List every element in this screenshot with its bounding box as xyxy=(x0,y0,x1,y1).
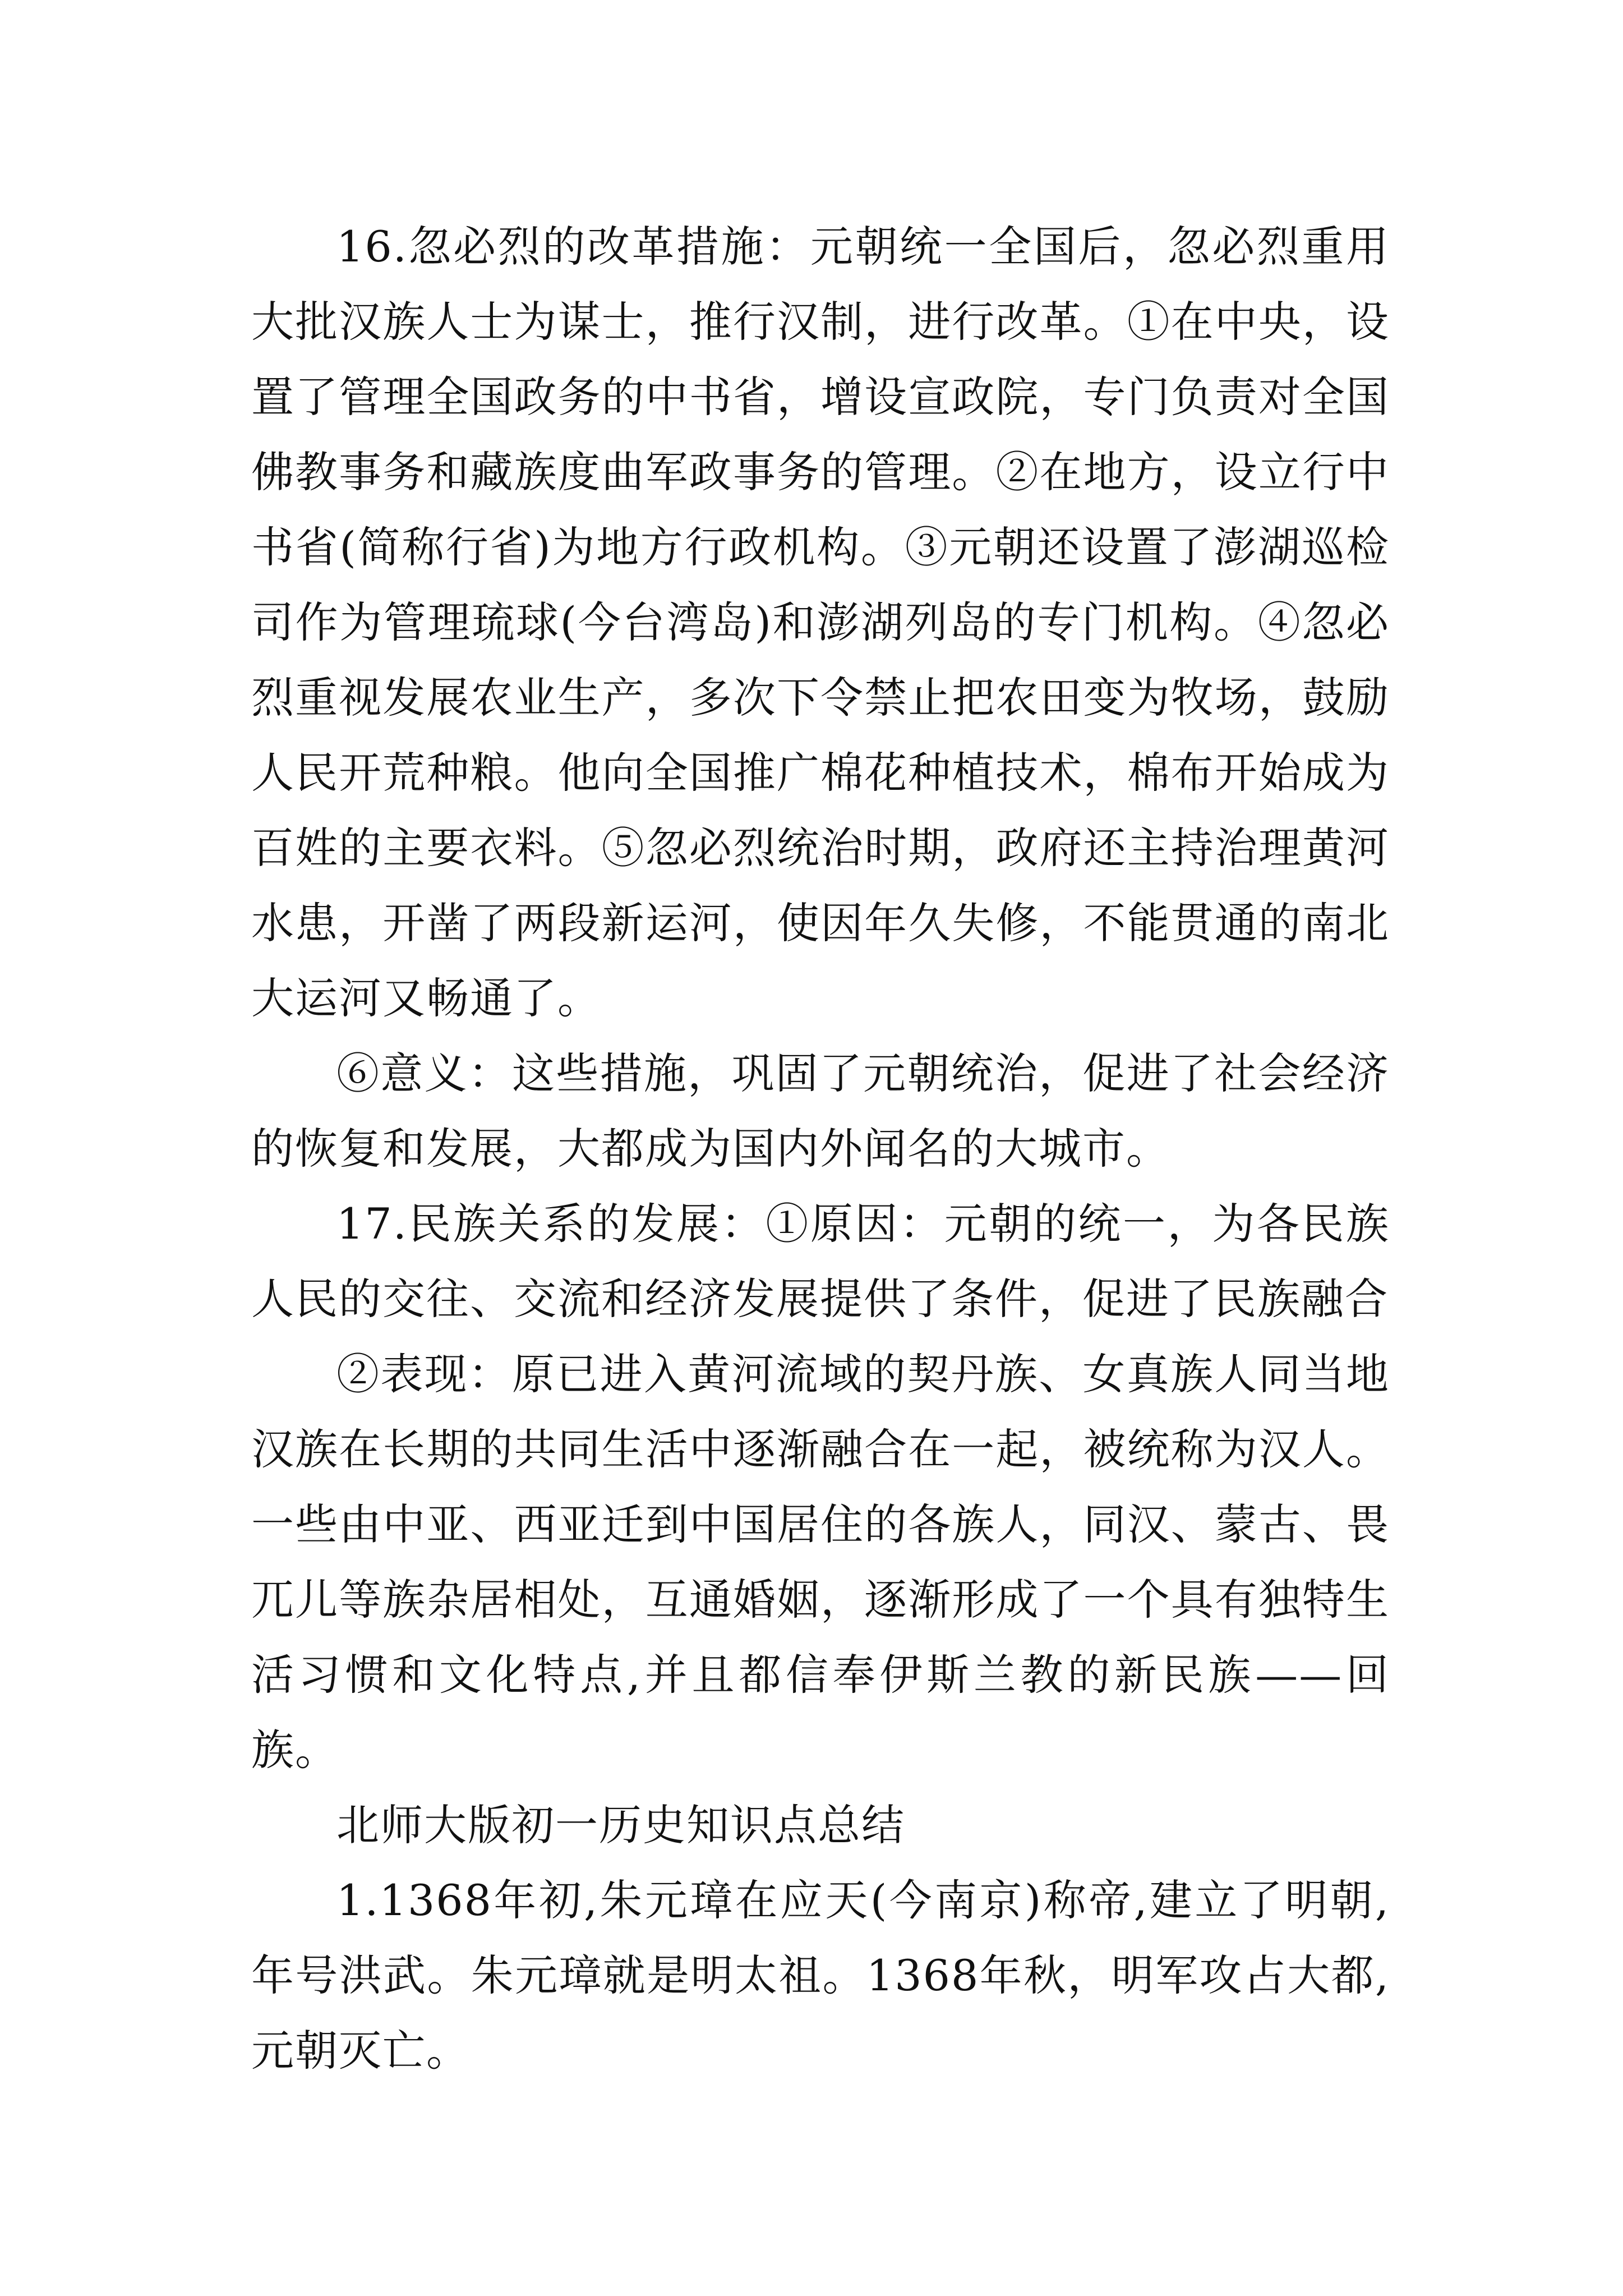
paragraph-ethnic-relations-manifestation: ②表现：原已进入黄河流域的契丹族、女真族人同当地汉族在长期的共同生活中逐渐融合在一起，被统称为汉人。一些由中亚、西亚迁到中国居住的各族人，同汉、蒙古、畏兀儿等族杂居相处，互通婚姻，逐渐形成了一个具有独特生活习惯和文化特点,并且都信奉伊斯兰教的新民族——回族。 xyxy=(251,1349,1390,1775)
paragraph-kublai-reforms: 16.忽必烈的改革措施：元朝统一全国后，忽必烈重用大批汉族人士为谋士，推行汉制，进行改革。①在中央，设置了管理全国政务的中书省，增设宣政院，专门负责对全国佛教事务和藏族度曲军政事务的管理。②在地方，设立行中书省(简称行省)为地方行政机构。③元朝还设置了澎湖巡检司作为管理琉球(今台湾岛)和澎湖列岛的专门机构。④忽必烈重视发展农业生产，多次下令禁止把农田变为牧场，鼓励人民开荒种粮。他向全国推广棉花种植技术，棉布开始成为百姓的主要衣料。⑤忽必烈统治时期，政府还主持治理黄河水患，开凿了两段新运河，使因年久失修，不能贯通的南北大运河又畅通了。 xyxy=(251,222,1390,1023)
paragraph-ming-founding: 1.1368年初,朱元璋在应天(今南京)称帝,建立了明朝,年号洪武。朱元璋就是明太祖。1368年秋，明军攻占大都,元朝灭亡。 xyxy=(251,1875,1390,2076)
section-heading: 北师大版初一历史知识点总结 xyxy=(336,1800,905,1850)
paragraph-ethnic-relations-cause: 17.民族关系的发展：①原因：元朝的统一，为各民族人民的交往、交流和经济发展提供了条件，促进了民族融合 xyxy=(251,1199,1390,1324)
paragraph-reform-significance: ⑥意义：这些措施，巩固了元朝统治，促进了社会经济的恢复和发展，大都成为国内外闻名的大城市。 xyxy=(251,1048,1390,1174)
document-body xyxy=(251,209,1390,2088)
